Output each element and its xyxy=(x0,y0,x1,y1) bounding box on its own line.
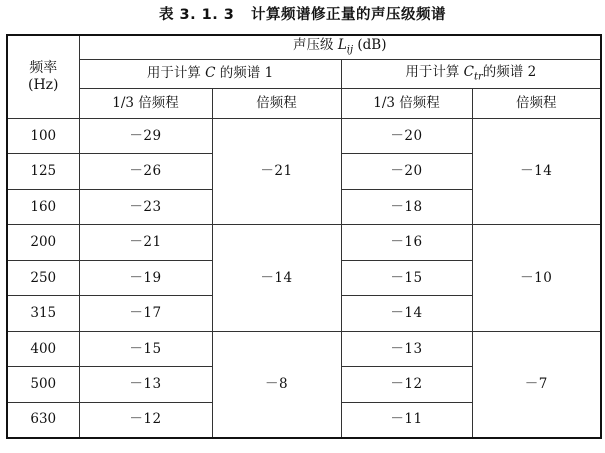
spl-header-prefix: 声压级 xyxy=(293,37,338,54)
table-row xyxy=(7,331,601,367)
table-row xyxy=(7,225,601,261)
spl-header-subscript: ij xyxy=(346,45,354,57)
table-row xyxy=(7,118,601,154)
frequency-cell: 250 xyxy=(7,260,79,296)
col-header-c-octave: 倍频程 xyxy=(212,88,341,118)
frequency-header-unit: (Hz) xyxy=(27,76,59,93)
ctr-third-octave-cell: －15 xyxy=(341,260,472,296)
c-octave-cell: －14 xyxy=(212,225,341,332)
header-row-1 xyxy=(7,35,601,59)
header-row-2 xyxy=(7,59,601,88)
ctr-third-octave-cell: －14 xyxy=(341,296,472,332)
spectrum-table xyxy=(6,34,602,439)
group-ctr-subscript: tr xyxy=(473,71,483,83)
spl-header-symbol: L xyxy=(337,37,347,54)
frequency-header xyxy=(7,35,79,118)
group-ctr-prefix: 用于计算 xyxy=(405,63,464,80)
group-ctr-suffix: 的频谱 2 xyxy=(482,63,537,80)
ctr-third-octave-cell: －18 xyxy=(341,189,472,225)
caption-title: 计算频谱修正量的声压级频谱 xyxy=(251,7,447,23)
c-third-octave-cell: －21 xyxy=(79,225,212,261)
group-c-suffix: 的频谱 1 xyxy=(215,65,274,82)
frequency-cell: 400 xyxy=(7,331,79,367)
c-third-octave-cell: －12 xyxy=(79,402,212,438)
col-header-c-third-octave: 1/3 倍频程 xyxy=(79,88,212,118)
c-third-octave-cell: －23 xyxy=(79,189,212,225)
col-header-ctr-octave: 倍频程 xyxy=(472,88,601,118)
spl-header xyxy=(79,35,601,59)
ctr-third-octave-cell: －20 xyxy=(341,118,472,154)
col-header-ctr-third-octave: 1/3 倍频程 xyxy=(341,88,472,118)
c-third-octave-cell: －19 xyxy=(79,260,212,296)
c-third-octave-cell: －15 xyxy=(79,331,212,367)
header-row-3 xyxy=(7,88,601,118)
ctr-octave-cell: －10 xyxy=(472,225,601,332)
c-third-octave-cell: －17 xyxy=(79,296,212,332)
frequency-header-label: 频率 xyxy=(29,59,58,76)
group-c-prefix: 用于计算 xyxy=(146,65,206,82)
frequency-cell: 125 xyxy=(7,154,79,190)
ctr-third-octave-cell: －16 xyxy=(341,225,472,261)
frequency-cell: 160 xyxy=(7,189,79,225)
ctr-octave-cell: －7 xyxy=(472,331,601,438)
ctr-third-octave-cell: －11 xyxy=(341,402,472,438)
frequency-cell: 200 xyxy=(7,225,79,261)
frequency-cell: 630 xyxy=(7,402,79,438)
c-octave-cell: －8 xyxy=(212,331,341,438)
table-caption xyxy=(0,3,605,24)
group-c-symbol: C xyxy=(205,65,216,82)
group-c-header xyxy=(79,59,341,88)
ctr-third-octave-cell: －12 xyxy=(341,367,472,403)
spl-header-unit: (dB) xyxy=(353,37,387,54)
c-octave-cell: －21 xyxy=(212,118,341,225)
ctr-octave-cell: －14 xyxy=(472,118,601,225)
frequency-cell: 500 xyxy=(7,367,79,403)
ctr-third-octave-cell: －20 xyxy=(341,154,472,190)
frequency-cell: 315 xyxy=(7,296,79,332)
ctr-third-octave-cell: －13 xyxy=(341,331,472,367)
c-third-octave-cell: －29 xyxy=(79,118,212,154)
group-ctr-symbol: C xyxy=(463,63,474,80)
caption-number: 表 3. 1. 3 xyxy=(158,7,235,23)
c-third-octave-cell: －13 xyxy=(79,367,212,403)
group-ctr-header xyxy=(341,59,601,88)
frequency-cell: 100 xyxy=(7,118,79,154)
c-third-octave-cell: －26 xyxy=(79,154,212,190)
